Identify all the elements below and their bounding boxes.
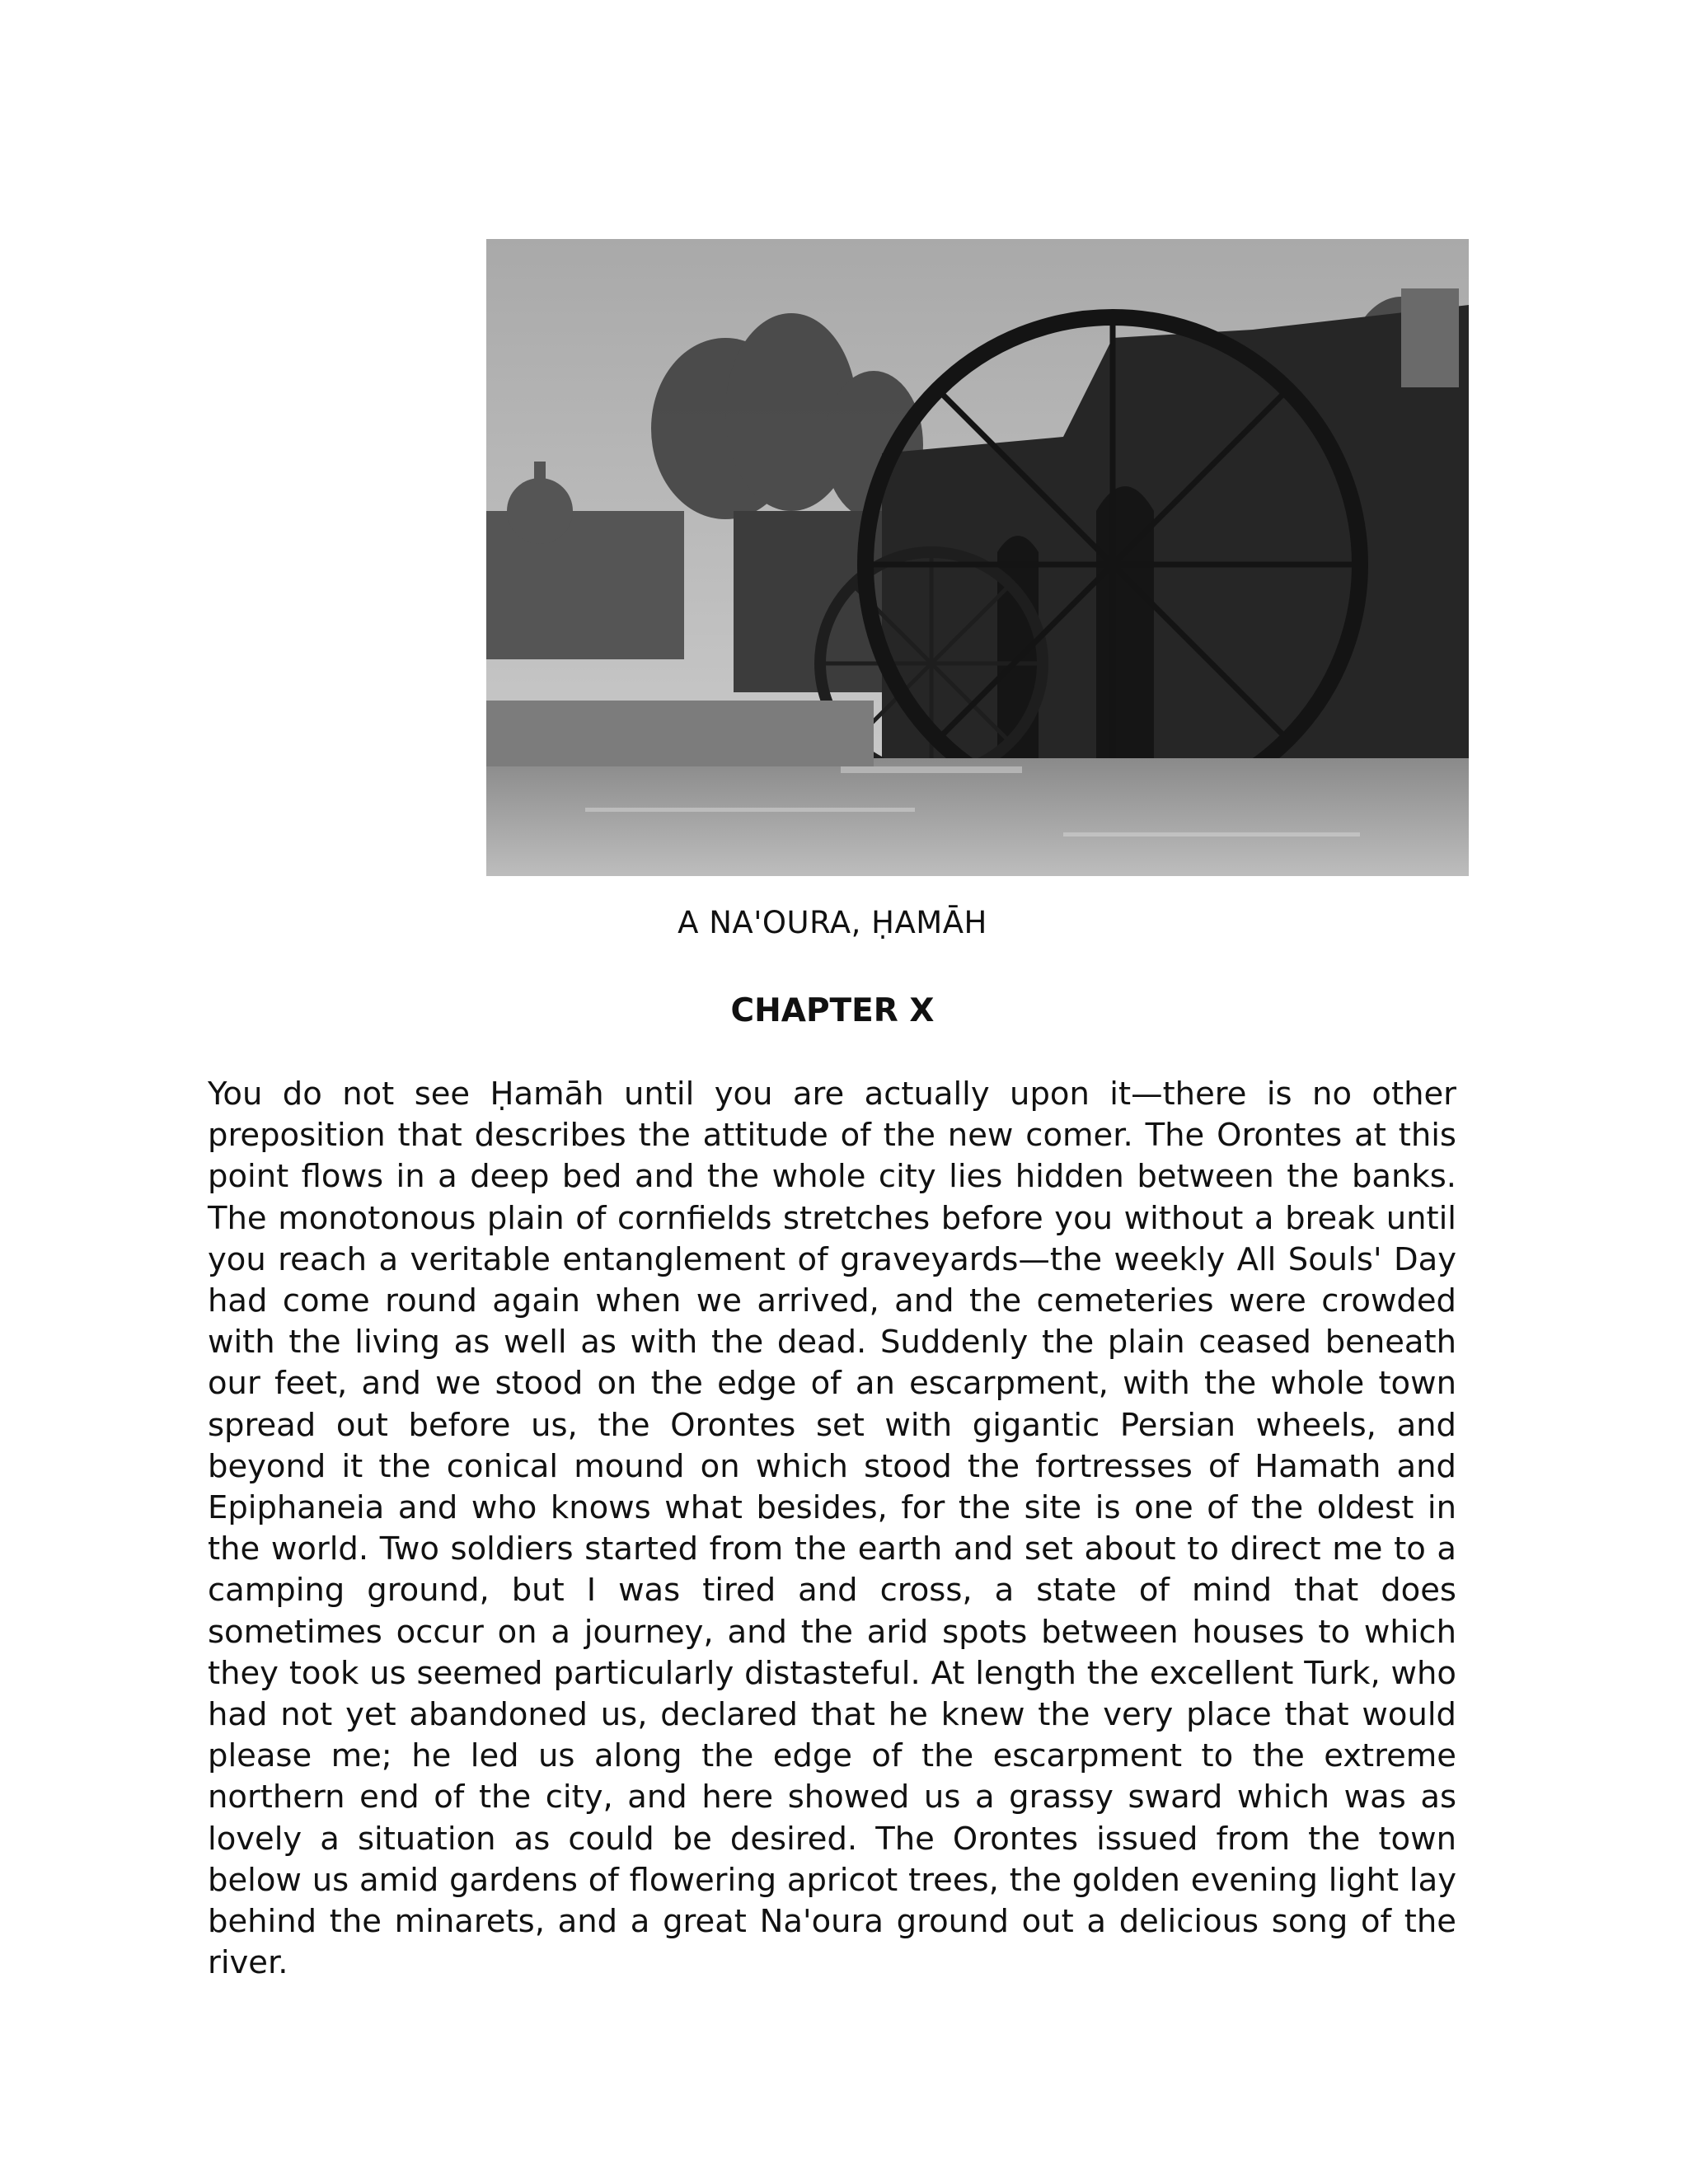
chapter-heading: CHAPTER X [730,992,935,1029]
body-paragraph: You do not see Ḥamāh until you are actually upon it—there is no other preposition that describes the attitude of the new comer. The Orontes at this point flows in a deep bed and the whole city lies hidden between the banks. The monotonous plain of cornfields stretches before you without a break until you reach a veritable entanglement of graveyards—the weekly All Souls' Day had come round again when we arrived, and the cemeteries were crowded with the living as well as with the dead. Suddenly the plain ceased beneath our feet, and we stood on the edge of an escarpment, with the whole town spread out before us, the Orontes set with gigantic Persian wheels, and beyond it the conical mound on which stood the fortresses of Hamath and Epiphaneia and who knows what besides, for the site is one of the oldest in the world. Two soldiers started from the earth and set about to direct me to a camping ground, but I was tired and cross, a state of mind that does sometimes occur on a journey, and the arid spots between houses to which they took us seemed particularly distasteful. At length the excellent Turk, who had not yet abandoned us, declared that he knew the very place that would please me; he led us along the edge of the escarpment to the extreme northern end of the city, and here showed us a grassy sward which was as lovely a situation as could be desired. The Orontes issued from the town below us amid gardens of flowering apricot trees, the golden evening light lay behind the minarets, and a great Na'oura ground out a delicious song of the river. [208,1076,1456,1982]
photograph-waterwheels-icon [486,239,1469,876]
figure-caption: A NA'OURA, ḤAMĀH [678,905,987,940]
waterwheel-photograph [486,239,1469,876]
